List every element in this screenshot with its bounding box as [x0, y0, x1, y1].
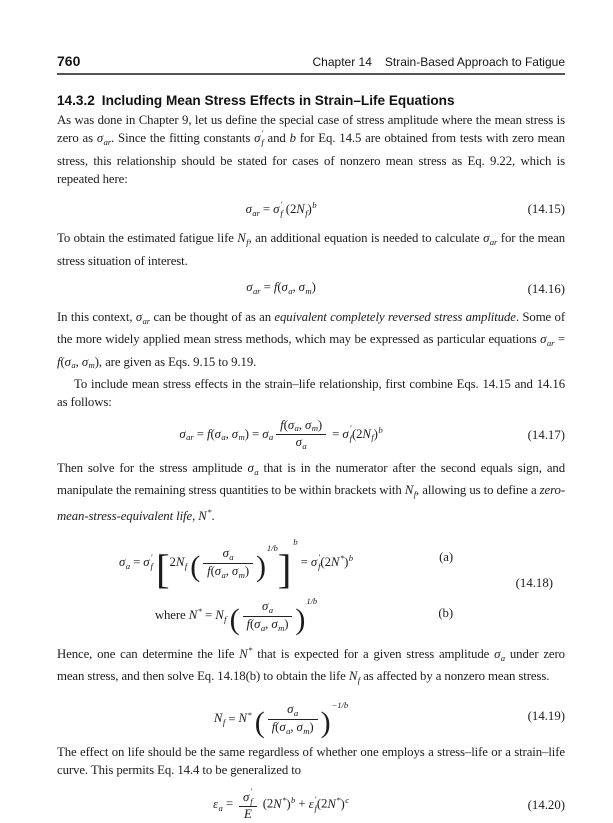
- paragraph-2: To obtain the estimated fatigue life $N_f$, an additional equation is needed to calculate $\sigma_{ar}$ for the mean stress situation of interest.: [57, 231, 565, 268]
- section-number: 14.3.2: [57, 93, 95, 109]
- equation-content: $\sigma_{ar} = \sigma$ ′ f $(2N_f)^b$: [245, 199, 317, 219]
- header-rule: [57, 73, 565, 75]
- chapter-title: Strain-Based Approach to Fatigue: [384, 55, 565, 69]
- equation-14-18b: [57, 592, 565, 637]
- section-title: Including Mean Stress Effects in Strain–Life Equations: [101, 93, 455, 109]
- equation-content: $\varepsilon_a$ = σ ′ f E $(2N^*)^b + \varepsilon$ ′ f $(2N^*)^c$: [213, 786, 349, 821]
- equation-part-label-b: (b): [438, 605, 453, 620]
- running-head: [313, 53, 566, 71]
- equation-14-17: [57, 418, 565, 452]
- equation-14-18: [57, 533, 565, 637]
- page-header: [57, 52, 565, 71]
- equation-content: $\sigma_a = \sigma$ ′ f [$2N_f$ ( $\frac{\sigma_a}{f(\sigma_a, \sigma_m)}$ )$^{1/b}$]$^b$ = σ ′ f $(2N^*)^b$: [119, 537, 353, 593]
- equation-content: where $N^* = N_f$ ( $\frac{\sigma_a}{f(\sigma_a, \sigma_m)}$ )$^{1/b}$: [154, 596, 318, 637]
- equation-number: (14.15): [527, 202, 565, 217]
- paragraph-4: To include mean stress effects in the strain–life relationship, first combine Eqs. 14.15 and 14.16 as follows:: [57, 376, 565, 410]
- equation-part-label-a: (a): [439, 549, 453, 564]
- section-heading: [57, 92, 565, 110]
- chapter-label: Chapter 14: [312, 55, 372, 69]
- equation-number: (14.18): [515, 576, 553, 591]
- equation-14-19: [57, 696, 565, 740]
- equation-number: (14.16): [527, 281, 565, 296]
- paragraph-6: Hence, one can determine the life N* that is expected for a given stress amplitude $\sigma_a$ under zero mean stress, and then solve Eq. 14.18(b) to obtain the life $N_f$ as affected by a nonzero mean stress.: [57, 645, 565, 686]
- equation-number: (14.20): [527, 797, 565, 812]
- equation-14-15: [57, 196, 565, 222]
- page-number: 760: [57, 53, 81, 69]
- equation-content: $\sigma_{ar} = f(\sigma_a$, $\sigma_m$): [246, 279, 316, 296]
- equation-number: (14.19): [527, 708, 565, 723]
- paragraph-5: Then solve for the stress amplitude $\sigma_a$ that is in the numerator after the second equals sign, and manipulate the remaining stress quantities to be within brackets with $N_f$, allowing us to define a zero-mean-stress-equivalent life, N*.: [57, 460, 565, 523]
- equation-14-16: [57, 278, 565, 300]
- equation-number: (14.17): [527, 427, 565, 442]
- paragraph-7: The effect on life should be the same regardless of whether one employs a stress–life or a strain–life curve. This permits Eq. 14.4 to be generalized to: [57, 744, 565, 778]
- paragraph-1: As was done in Chapter 9, let us define the special case of stress amplitude where the mean stress is zero as $\sigma_{ar}$. Since the fitting constants σ ′ f and b for Eq. 14.5 are obtained from tests with zero mean stress, this relationship should be stated for cases of nonzero mean stress as Eq. 9.22, which is repeated here:: [57, 112, 565, 186]
- equation-content: $\sigma_{ar} = f(\sigma_a$, $\sigma_m) = \sigma_a$ $\frac{f(\sigma_a, \sigma_m)}{\sigma_a}$ = σ ′ f $(2N_f)^b$: [179, 417, 383, 451]
- equation-14-20: [57, 787, 565, 822]
- paragraph-3: In this context, $\sigma_{ar}$ can be thought of as an equivalent completely reversed stress amplitude. Some of the more widely applied mean stress methods, which may be expressed as particular equations $\sigma_{ar} = f(\sigma_a$, $\sigma_m$), are given as Eqs. 9.15 to 9.19.: [57, 310, 566, 371]
- equation-content: $N_f = N^*$ ( $\frac{\sigma_a}{f(\sigma_a, \sigma_m)}$ )$^{-1/b}$: [213, 699, 349, 740]
